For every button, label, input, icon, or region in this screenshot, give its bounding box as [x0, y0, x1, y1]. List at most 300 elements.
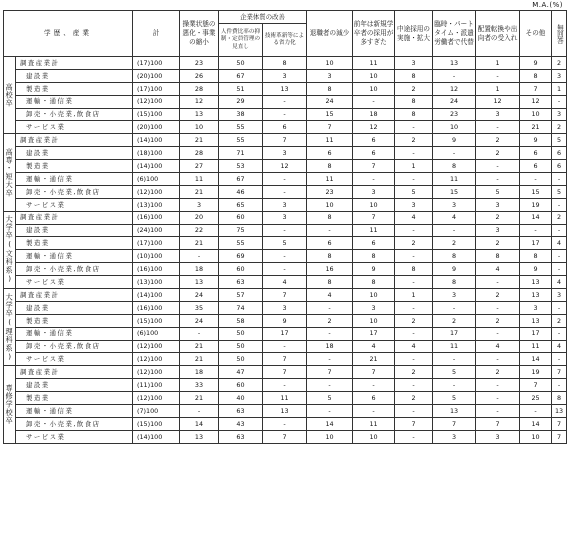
- cell-value: 3: [476, 108, 520, 121]
- header-c4: 退職者の減少: [307, 11, 353, 57]
- cell-value: 10: [433, 121, 476, 134]
- row-label: 建設業: [16, 69, 133, 82]
- cell-value: 2: [552, 314, 567, 327]
- cell-value: 15: [307, 108, 353, 121]
- cell-value: 18: [180, 366, 219, 379]
- cell-value: 7: [263, 353, 307, 366]
- cell-value: 9: [263, 314, 307, 327]
- cell-value: 1: [476, 57, 520, 70]
- cell-value: -: [263, 379, 307, 392]
- cell-value: 17: [433, 327, 476, 340]
- cell-value: -: [263, 340, 307, 353]
- cell-value: 6: [353, 237, 395, 250]
- row-total: (15)100: [133, 108, 180, 121]
- cell-value: 57: [219, 289, 263, 302]
- cell-value: 11: [353, 57, 395, 70]
- cell-value: 55: [219, 121, 263, 134]
- table-row: [4, 211, 567, 224]
- table-row: [4, 263, 567, 276]
- cell-value: -: [476, 379, 520, 392]
- row-total: (14)100: [133, 134, 180, 147]
- header-c7: 臨時・パートタイム・派遣労働者で代替: [433, 11, 476, 57]
- unit-label: M.A.(%): [532, 1, 563, 9]
- cell-value: 9: [520, 57, 552, 70]
- header-c6: 中途採用の実施・拡大: [395, 11, 433, 57]
- cell-value: 4: [552, 276, 567, 289]
- cell-value: 13: [520, 289, 552, 302]
- cell-value: 7: [263, 289, 307, 302]
- cell-value: -: [263, 108, 307, 121]
- cell-value: 21: [353, 353, 395, 366]
- cell-value: 3: [476, 198, 520, 211]
- cell-value: 3: [520, 301, 552, 314]
- cell-value: 2: [552, 211, 567, 224]
- table-row: [4, 301, 567, 314]
- cell-value: -: [433, 301, 476, 314]
- cell-value: -: [353, 405, 395, 418]
- cell-value: 12: [263, 160, 307, 173]
- cell-value: -: [520, 173, 552, 186]
- cell-value: 12: [520, 95, 552, 108]
- cell-value: 7: [353, 160, 395, 173]
- cell-value: 8: [395, 263, 433, 276]
- cell-value: 10: [353, 430, 395, 443]
- cell-value: 3: [263, 211, 307, 224]
- cell-value: 3: [476, 430, 520, 443]
- cell-value: 8: [395, 69, 433, 82]
- cell-value: 6: [552, 160, 567, 173]
- cell-value: 13: [433, 405, 476, 418]
- cell-value: -: [520, 405, 552, 418]
- cell-value: 2: [552, 121, 567, 134]
- cell-value: 4: [476, 263, 520, 276]
- cell-value: 63: [219, 430, 263, 443]
- row-label: 製造業: [16, 160, 133, 173]
- cell-value: 8: [520, 250, 552, 263]
- cell-value: 18: [353, 108, 395, 121]
- cell-value: 8: [395, 95, 433, 108]
- cell-value: 18: [180, 263, 219, 276]
- row-total: (12)100: [133, 95, 180, 108]
- cell-value: 23: [307, 185, 353, 198]
- row-label: 製造業: [16, 314, 133, 327]
- table-row: [4, 57, 567, 70]
- cell-value: 3: [433, 289, 476, 302]
- cell-value: -: [552, 263, 567, 276]
- cell-value: -: [395, 327, 433, 340]
- cell-value: 16: [307, 263, 353, 276]
- cell-value: -: [307, 301, 353, 314]
- header-c1: 操業状態の悪化・事業の縮小: [180, 11, 219, 57]
- cell-value: -: [263, 95, 307, 108]
- cell-value: 2: [476, 237, 520, 250]
- cell-value: 4: [395, 340, 433, 353]
- cell-value: 11: [433, 340, 476, 353]
- cell-value: 11: [353, 417, 395, 430]
- cell-value: 8: [263, 57, 307, 70]
- row-label: サービス業: [16, 430, 133, 443]
- cell-value: 1: [476, 82, 520, 95]
- cell-value: 47: [219, 366, 263, 379]
- table-row: [4, 160, 567, 173]
- cell-value: 7: [263, 430, 307, 443]
- cell-value: 67: [219, 69, 263, 82]
- cell-value: -: [307, 224, 353, 237]
- cell-value: -: [552, 250, 567, 263]
- cell-value: 10: [307, 57, 353, 70]
- cell-value: 1: [395, 160, 433, 173]
- cell-value: 5: [263, 237, 307, 250]
- cell-value: 4: [433, 211, 476, 224]
- cell-value: -: [552, 224, 567, 237]
- cell-value: 10: [307, 430, 353, 443]
- header-category: 学歴、産業: [4, 11, 133, 57]
- cell-value: 4: [552, 340, 567, 353]
- cell-value: 21: [180, 134, 219, 147]
- cell-value: 3: [307, 69, 353, 82]
- cell-value: 8: [307, 160, 353, 173]
- cell-value: 75: [219, 224, 263, 237]
- header-c2: 人件費比率の抑制・定員管理の見直し: [219, 24, 263, 57]
- row-total: (17)100: [133, 237, 180, 250]
- cell-value: 17: [520, 237, 552, 250]
- table-row: [4, 340, 567, 353]
- cell-value: 13: [180, 108, 219, 121]
- cell-value: 21: [180, 237, 219, 250]
- cell-value: -: [263, 185, 307, 198]
- cell-value: 28: [180, 82, 219, 95]
- cell-value: 21: [180, 353, 219, 366]
- row-label: 運輸・通信業: [16, 95, 133, 108]
- cell-value: 3: [433, 430, 476, 443]
- cell-value: -: [263, 224, 307, 237]
- cell-value: 18: [307, 340, 353, 353]
- cell-value: 2: [433, 314, 476, 327]
- cell-value: -: [433, 224, 476, 237]
- cell-value: 12: [476, 95, 520, 108]
- table-row: [4, 224, 567, 237]
- row-total: (12)100: [133, 366, 180, 379]
- row-total: (18)100: [133, 147, 180, 160]
- table-row: [4, 82, 567, 95]
- row-total: (17)100: [133, 57, 180, 70]
- cell-value: 3: [263, 147, 307, 160]
- cell-value: 7: [353, 366, 395, 379]
- cell-value: 3: [552, 69, 567, 82]
- cell-value: 7: [307, 121, 353, 134]
- cell-value: 6: [520, 147, 552, 160]
- cell-value: 17: [520, 327, 552, 340]
- table-row: [4, 147, 567, 160]
- row-total: (10)100: [133, 250, 180, 263]
- cell-value: -: [307, 353, 353, 366]
- cell-value: 28: [180, 147, 219, 160]
- cell-value: 50: [219, 340, 263, 353]
- cell-value: 10: [353, 314, 395, 327]
- cell-value: 2: [395, 314, 433, 327]
- cell-value: 65: [219, 198, 263, 211]
- cell-value: 2: [307, 314, 353, 327]
- table-row: [4, 95, 567, 108]
- cell-value: 14: [520, 211, 552, 224]
- row-label: 運輸・通信業: [16, 173, 133, 186]
- row-total: (20)100: [133, 69, 180, 82]
- cell-value: 21: [180, 392, 219, 405]
- cell-value: 1: [395, 289, 433, 302]
- cell-value: 10: [307, 198, 353, 211]
- cell-value: 10: [520, 108, 552, 121]
- cell-value: 3: [263, 198, 307, 211]
- row-total: (12)100: [133, 340, 180, 353]
- cell-value: 5: [552, 185, 567, 198]
- cell-value: -: [433, 69, 476, 82]
- cell-value: 8: [307, 211, 353, 224]
- cell-value: 2: [476, 314, 520, 327]
- cell-value: 4: [476, 340, 520, 353]
- cell-value: 9: [520, 134, 552, 147]
- cell-value: 23: [180, 57, 219, 70]
- header-c8: 配置転換や出向者の受入れ: [476, 11, 520, 57]
- cell-value: 35: [180, 301, 219, 314]
- row-total: (6)100: [133, 173, 180, 186]
- cell-value: -: [552, 379, 567, 392]
- cell-value: 11: [307, 134, 353, 147]
- row-label: 運輸・通信業: [16, 327, 133, 340]
- cell-value: -: [433, 353, 476, 366]
- cell-value: 5: [433, 366, 476, 379]
- cell-value: -: [180, 405, 219, 418]
- row-total: (12)100: [133, 185, 180, 198]
- row-total: (13)100: [133, 198, 180, 211]
- row-label: 運輸・通信業: [16, 250, 133, 263]
- table-row: [4, 134, 567, 147]
- cell-value: -: [552, 301, 567, 314]
- cell-value: 8: [476, 250, 520, 263]
- cell-value: 29: [219, 95, 263, 108]
- cell-value: -: [395, 250, 433, 263]
- cell-value: -: [353, 173, 395, 186]
- row-label: サービス業: [16, 276, 133, 289]
- row-label: 卸売・小売業,飲食店: [16, 263, 133, 276]
- cell-value: -: [395, 276, 433, 289]
- table-row: [4, 366, 567, 379]
- cell-value: 7: [520, 82, 552, 95]
- row-label: 製造業: [16, 237, 133, 250]
- cell-value: -: [476, 276, 520, 289]
- cell-value: 13: [520, 276, 552, 289]
- table-row: [4, 121, 567, 134]
- cell-value: 3: [263, 69, 307, 82]
- cell-value: 4: [307, 289, 353, 302]
- cell-value: -: [353, 379, 395, 392]
- cell-value: -: [263, 250, 307, 263]
- table-row: [4, 379, 567, 392]
- cell-value: 2: [476, 289, 520, 302]
- cell-value: 8: [307, 276, 353, 289]
- cell-value: 7: [263, 134, 307, 147]
- row-total: (16)100: [133, 211, 180, 224]
- row-total: (14)100: [133, 430, 180, 443]
- row-total: (14)100: [133, 160, 180, 173]
- cell-value: 13: [263, 82, 307, 95]
- cell-value: 3: [353, 185, 395, 198]
- row-label: 調査産業計: [16, 134, 133, 147]
- cell-value: 8: [552, 392, 567, 405]
- cell-value: -: [395, 430, 433, 443]
- cell-value: 2: [552, 57, 567, 70]
- cell-value: 6: [353, 134, 395, 147]
- cell-value: 60: [219, 379, 263, 392]
- cell-value: 2: [395, 392, 433, 405]
- cell-value: 11: [180, 173, 219, 186]
- table-row: [4, 392, 567, 405]
- cell-value: 1: [552, 82, 567, 95]
- cell-value: -: [263, 263, 307, 276]
- cell-value: 19: [520, 366, 552, 379]
- cell-value: 12: [180, 95, 219, 108]
- row-label: 調査産業計: [16, 57, 133, 70]
- cell-value: -: [552, 353, 567, 366]
- row-label: 運輸・通信業: [16, 405, 133, 418]
- cell-value: 15: [520, 185, 552, 198]
- cell-value: 12: [353, 121, 395, 134]
- cell-value: -: [476, 173, 520, 186]
- cell-value: 7: [552, 430, 567, 443]
- row-label: 建設業: [16, 224, 133, 237]
- cell-value: 5: [307, 392, 353, 405]
- table-row: [4, 185, 567, 198]
- row-label: 製造業: [16, 392, 133, 405]
- table-row: [4, 276, 567, 289]
- cell-value: 4: [353, 340, 395, 353]
- cell-value: 5: [476, 185, 520, 198]
- cell-value: 8: [433, 160, 476, 173]
- row-label: 調査産業計: [16, 289, 133, 302]
- cell-value: 7: [307, 366, 353, 379]
- cell-value: -: [476, 405, 520, 418]
- cell-value: -: [307, 327, 353, 340]
- cell-value: 4: [263, 276, 307, 289]
- cell-value: 24: [180, 289, 219, 302]
- cell-value: 8: [307, 82, 353, 95]
- cell-value: 7: [353, 211, 395, 224]
- cell-value: 23: [433, 108, 476, 121]
- cell-value: 7: [552, 417, 567, 430]
- cell-value: -: [476, 392, 520, 405]
- cell-value: 46: [219, 185, 263, 198]
- cell-value: -: [433, 147, 476, 160]
- cell-value: 3: [180, 198, 219, 211]
- table-row: [4, 69, 567, 82]
- cell-value: -: [263, 173, 307, 186]
- cell-value: -: [476, 160, 520, 173]
- header-c10: 無回答: [552, 11, 567, 57]
- cell-value: 71: [219, 147, 263, 160]
- cell-value: 8: [307, 250, 353, 263]
- cell-value: 3: [433, 198, 476, 211]
- header-c5: 前年は新規学卒者の採用が多すぎた: [353, 11, 395, 57]
- cell-value: 7: [520, 379, 552, 392]
- cell-value: 55: [219, 237, 263, 250]
- table-row: [4, 237, 567, 250]
- row-label: 調査産業計: [16, 211, 133, 224]
- cell-value: 2: [395, 134, 433, 147]
- group-label: 大学卒(理科系): [4, 289, 16, 366]
- cell-value: 13: [433, 57, 476, 70]
- cell-value: 6: [263, 121, 307, 134]
- table-row: [4, 417, 567, 430]
- cell-value: 60: [219, 263, 263, 276]
- cell-value: 21: [180, 340, 219, 353]
- cell-value: 14: [307, 417, 353, 430]
- cell-value: 53: [219, 160, 263, 173]
- cell-value: 21: [520, 121, 552, 134]
- table-row: [4, 430, 567, 443]
- cell-value: 20: [180, 211, 219, 224]
- cell-value: -: [552, 327, 567, 340]
- cell-value: 13: [180, 430, 219, 443]
- cell-value: 58: [219, 314, 263, 327]
- cell-value: 74: [219, 301, 263, 314]
- cell-value: 14: [520, 353, 552, 366]
- row-label: サービス業: [16, 198, 133, 211]
- cell-value: 9: [353, 263, 395, 276]
- cell-value: -: [520, 224, 552, 237]
- cell-value: 4: [395, 211, 433, 224]
- cell-value: -: [552, 95, 567, 108]
- cell-value: 33: [180, 379, 219, 392]
- cell-value: 21: [180, 185, 219, 198]
- cell-value: 2: [476, 211, 520, 224]
- row-label: 卸売・小売業,飲食店: [16, 185, 133, 198]
- cell-value: 3: [395, 198, 433, 211]
- table-row: [4, 289, 567, 302]
- cell-value: 14: [180, 417, 219, 430]
- cell-value: 13: [552, 405, 567, 418]
- cell-value: 2: [395, 366, 433, 379]
- row-total: (13)100: [133, 276, 180, 289]
- table-row: [4, 198, 567, 211]
- cell-value: 11: [433, 173, 476, 186]
- cell-value: -: [476, 353, 520, 366]
- row-total: (15)100: [133, 417, 180, 430]
- cell-value: -: [395, 379, 433, 392]
- cell-value: 7: [395, 417, 433, 430]
- cell-value: 6: [552, 147, 567, 160]
- cell-value: 17: [263, 327, 307, 340]
- cell-value: 50: [219, 327, 263, 340]
- cell-value: 50: [219, 353, 263, 366]
- cell-value: -: [395, 173, 433, 186]
- cell-value: 6: [353, 392, 395, 405]
- cell-value: 8: [433, 250, 476, 263]
- cell-value: 5: [552, 134, 567, 147]
- cell-value: 4: [552, 237, 567, 250]
- cell-value: 6: [307, 147, 353, 160]
- cell-value: 11: [353, 224, 395, 237]
- cell-value: 55: [219, 134, 263, 147]
- group-label: 高専・短大卒: [4, 134, 16, 211]
- cell-value: 27: [180, 160, 219, 173]
- cell-value: 25: [520, 392, 552, 405]
- cell-value: 10: [353, 289, 395, 302]
- cell-value: -: [395, 301, 433, 314]
- cell-value: -: [433, 379, 476, 392]
- row-total: (11)100: [133, 379, 180, 392]
- cell-value: 2: [395, 82, 433, 95]
- header-c3: 技術革新等による省力化: [263, 24, 307, 57]
- row-label: サービス業: [16, 121, 133, 134]
